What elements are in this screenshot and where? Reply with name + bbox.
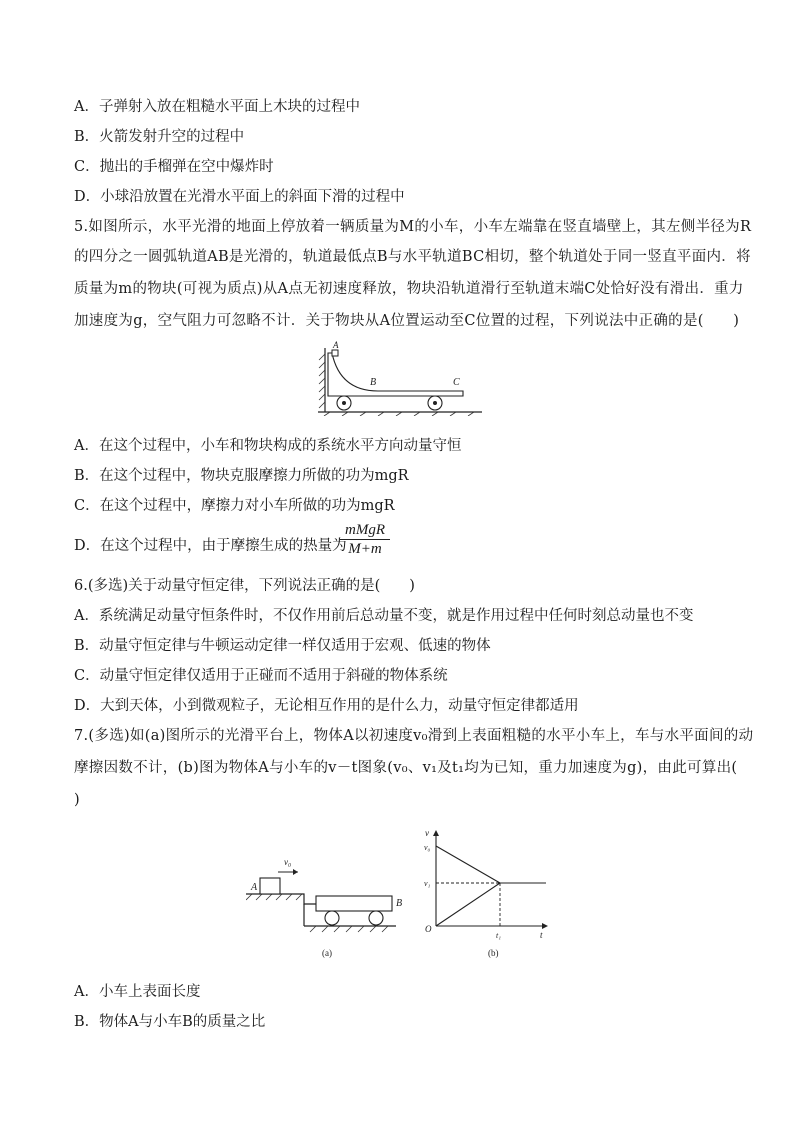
q7-stem-line-2: 摩擦因数不计，(b)图为物体A与小车的v－t图象(v₀、v₁及t₁均为已知，重力加速度为g)，由此可算出( [74,760,738,776]
q6-option-a: A．系统满足动量守恒条件时，不仅作用前后总动量不变，就是作用过程中任何时刻总动量也不变 [74,608,694,624]
q4-option-a: A．子弹射入放在粗糙水平面上木块的过程中 [74,99,360,115]
q6-stem: 6.(多选)关于动量守恒定律，下列说法正确的是( ) [74,578,415,594]
q7b-label-v: v [425,828,429,838]
q4-option-c: C．抛出的手榴弹在空中爆炸时 [74,159,274,175]
q5-option-c: C．在这个过程中，摩擦力对小车所做的功为mgR [74,498,395,514]
q7-option-a: A．小车上表面长度 [74,984,201,1000]
q7b-label-t1: t₁ [496,931,502,940]
q7b-caption: (b) [488,948,499,958]
q5-figure-cart-track [318,340,486,416]
q7a-label-v0: v₀ [284,857,292,867]
q5-option-a: A．在这个过程中，小车和物块构成的系统水平方向动量守恒 [74,438,462,454]
q7a-label-a: A [251,882,258,893]
fraction-denominator: M+m [348,541,382,557]
q5-heat-fraction [339,521,391,558]
q7b-label-v0: v₀ [424,843,431,852]
q7a-caption: (a) [322,948,332,958]
q7-option-b: B．物体A与小车B的质量之比 [74,1014,266,1030]
q7-figure-a [246,848,416,962]
q4-option-d: D．小球沿放置在光滑水平面上的斜面下滑的过程中 [74,189,405,205]
q6-option-b: B．动量守恒定律与牛顿运动定律一样仅适用于宏观、低速的物体 [74,638,491,654]
q5-label-b: B [370,377,377,388]
q6-option-c: C．动量守恒定律仅适用于正碰而不适用于斜碰的物体系统 [74,668,448,684]
q5-label-a: A [333,340,339,350]
q7b-label-o: O [425,924,432,934]
q7-stem-line-1: 7.(多选)如(a)图所示的光滑平台上，物体A以初速度v₀滑到上表面粗糙的水平小车上，车与水平面间的动 [74,728,754,744]
q5-stem-line-3: 质量为m的物块(可视为质点)从A点无初速度释放，物块沿轨道滑行至轨道末端C处恰好没有滑出．重力 [74,281,744,297]
q7b-label-t: t [540,930,543,940]
q5-option-b: B．在这个过程中，物块克服摩擦力所做的功为mgR [74,468,409,484]
q4-option-b: B．火箭发射升空的过程中 [74,129,245,145]
q5-option-d: D．在这个过程中，由于摩擦生成的热量为 [74,538,347,554]
q5-label-c: C [453,377,460,388]
q7-figure-b-graph [422,826,552,962]
q5-stem-line-4: 加速度为g，空气阻力可忽略不计．关于物块从A位置运动至C位置的过程，下列说法中正确的是( ) [74,313,740,329]
q7b-label-v1: v₁ [424,879,431,888]
fraction-numerator: mMgR [345,522,385,538]
q7a-label-b: B [396,898,403,909]
q6-option-d: D．大到天体，小到微观粒子，无论相互作用的是什么力，动量守恒定律都适用 [74,698,579,714]
q7-stem-line-3: ) [74,792,80,808]
q5-stem-line-2: 的四分之一圆弧轨道AB是光滑的，轨道最低点B与水平轨道BC相切，整个轨道处于同一竖直平面内．将 [74,249,751,265]
q5-stem-line-1: 5.如图所示，水平光滑的地面上停放着一辆质量为M的小车，小车左端靠在竖直墙壁上，其左侧半径为R [74,219,752,235]
